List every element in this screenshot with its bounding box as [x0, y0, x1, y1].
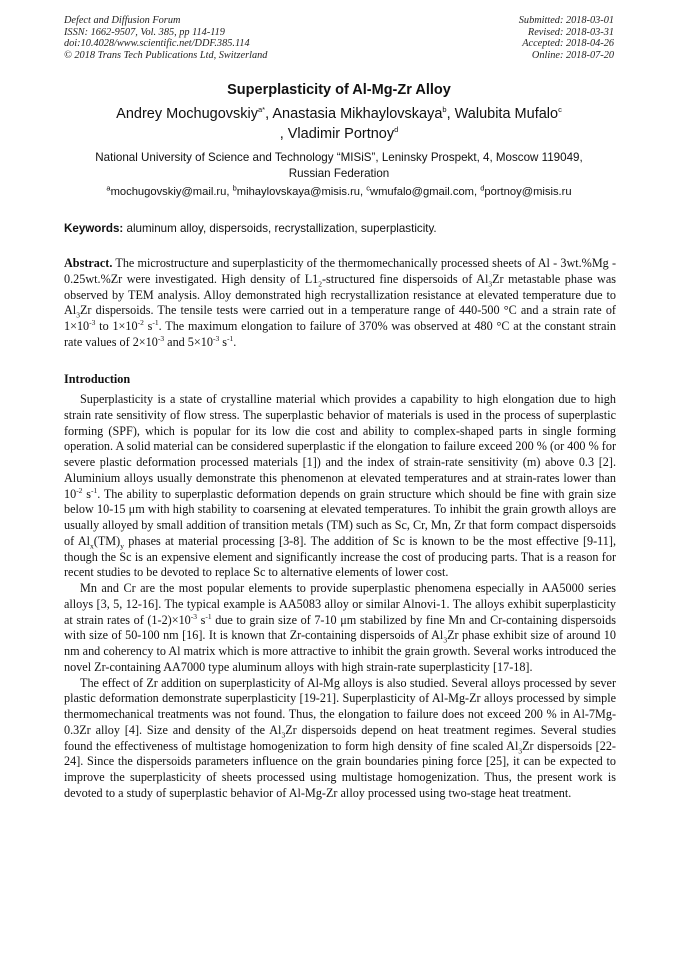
paragraph-text: Superplasticity is a state of crystalline material which provides a capability to high elongation due to high strain rate sensitivity of flow stress. The superplastic behavior of materials is used in the process of superplastic forming (SPF), which is popular for its low die cost and ability to complex-shaped parts in single forming operation. A solid material can be considered superplastic if the elongation to failure exceed 200 % (or 400 % for severe plastic deformation processed materials [1]) and the index of strain-rate sensitivity (m) above 0.3 [2]. Aluminium alloys usually demonstrate this phenomenon at elevated temperatures and at strain-rates lower than 10 — [64, 392, 616, 501]
email-sup: c — [366, 183, 370, 193]
paragraph-text: phases at material processing [3-8]. The addition of Sc is known to be the most effective [9-11], though the Sc is an expensive element and significantly increase the cost of producing parts. That is a reason for recent studies to be devoted to replace Sc to alternative elements of lower cost. — [64, 533, 617, 580]
affiliation-line: Russian Federation — [288, 167, 390, 180]
paragraph-text: Zr dispersoids depend on heat treatment regimes. Several studies found the effectiveness of multistage homogenization to form high density of fine scaled Al — [64, 722, 616, 753]
superscript: -3 — [89, 318, 96, 328]
superscript: -1 — [152, 318, 159, 328]
paragraph — [64, 676, 616, 802]
paragraph-text: Mn and Cr are the most popular elements to provide superplastic phenomena especially in AA5000 series alloys [3, 5, 12-16]. The typical example is AA5083 alloy or similar Alnovi-1. The alloys exhibit superplasticity at strain rates of (1-2)×10 — [64, 581, 616, 627]
author-name: , Walubita Mufalo — [446, 106, 559, 122]
journal-name: Defect and Diffusion Forum — [64, 15, 181, 26]
superscript: -1 — [90, 485, 98, 495]
paper-title: Superplasticity of Al-Mg-Zr Alloy — [227, 82, 451, 98]
paragraph-text: Zr phase exhibit size of around 10 nm and coherency to Al matrix which is more attractive to inhibit the grain growth. Several works introduced the novel Zr-containing AA7000 type aluminum alloys with high strain-rate superplasticity [17-18]. — [64, 628, 616, 674]
abstract-text: s — [219, 334, 228, 349]
subscript: 3 — [76, 310, 80, 320]
abstract-text: -structured fine dispersoids of Al — [322, 271, 489, 286]
paragraph-text: . The ability to superplastic deformation depends on grain structure which should be fine with grain size below 10-15 μm with high stability to coarsening at elevated temperatures. To inhibit the grain growth alloys are usually alloyed by small addition of transition metals (TM) such as Sc, Cr, Mn, Zr that form compact dispersoids of Al — [64, 486, 617, 548]
subscript: 3 — [488, 279, 493, 289]
paragraph-text: The effect of Zr addition on superplasticity of Al-Mg alloys is also studied. Several alloys processed by sever plastic deformation demonstrate superplasticity [19-21]. Superplasticity of Al-Mg-Zr alloys processed by simple thermomechanical treatments was not found. Thus, the elongation to failure does not exceed 200 % in Al-7Mg-0.3Zr alloy [4]. Size and density of the Al — [64, 675, 616, 737]
paragraph-text: s — [197, 612, 206, 627]
journal-info — [64, 15, 267, 61]
journal-copyright: © 2018 Trans Tech Publications Ltd, Switzerland — [64, 49, 268, 61]
abstract-text: to 1×10 — [95, 319, 138, 334]
superscript: -3 — [212, 333, 220, 343]
paragraph-text: Zr dispersoids [22-24]. Since the dispersoids parameters influence on the grain boundaries pining force [25], it can be expected to improve the superplasticity of sheets processed using multistage homogenization. Thus, the present work is devoted to a study of superplastic behavior of Al-Mg-Zr alloy processed using two-stage heat treatment. — [64, 738, 616, 800]
author-emails — [40, 185, 638, 199]
subscript: x — [90, 541, 94, 551]
abstract-text: The microstructure and superplasticity of the thermomechanically processed sheets of Al - 3wt.%Mg - 0.25wt.%Zr were investigated. High density of L1 — [64, 256, 616, 286]
email-sup: a — [106, 183, 111, 193]
affiliation-line: National University of Science and Technology “MISiS”, Leninsky Prospekt, 4, Moscow 119049, — [95, 151, 583, 164]
abstract-text: . — [233, 334, 237, 349]
abstract-text: Zr dispersoids. The tensile tests were carried out in a temperature range of 440-500 °C and a strain rate of 1×10 — [64, 303, 616, 334]
subscript: 3 — [443, 635, 448, 645]
date-submitted: Submitted: 2018-03-01 — [518, 15, 614, 26]
paragraph-text: s — [82, 486, 91, 501]
section-heading-introduction: Introduction — [64, 372, 131, 386]
subscript: 2 — [318, 279, 322, 289]
email-link[interactable]: wmufalo@gmail.com, — [370, 186, 481, 198]
author-sup: c — [558, 105, 562, 115]
paragraph-text: (TM) — [93, 533, 121, 548]
abstract-text: s — [143, 319, 153, 334]
keywords-text: aluminum alloy, dispersoids, recrystallization, superplasticity. — [123, 222, 437, 235]
author-name: Andrey Mochugovskiy — [116, 106, 259, 122]
subscript: 3 — [281, 730, 286, 740]
email-sup: b — [232, 183, 237, 193]
superscript: -3 — [190, 611, 198, 621]
abstract-text: and 5×10 — [164, 334, 213, 349]
email-sup: d — [480, 183, 485, 193]
introduction-body — [64, 392, 616, 802]
abstract-label: Abstract. — [64, 256, 113, 270]
keywords — [64, 222, 616, 236]
author-sup: b — [442, 105, 447, 115]
superscript: -1 — [227, 333, 234, 343]
paragraph — [64, 581, 616, 676]
subscript: 3 — [518, 745, 523, 755]
date-revised: Revised: 2018-03-31 — [527, 26, 614, 38]
journal-doi[interactable]: doi:10.4028/www.scientific.net/DDF.385.114 — [64, 38, 250, 49]
paragraph — [64, 392, 616, 581]
superscript: -1 — [205, 611, 212, 621]
email-link[interactable]: mochugovskiy@mail.ru, — [110, 186, 233, 198]
date-accepted: Accepted: 2018-04-26 — [522, 38, 614, 49]
email-link[interactable]: mihaylovskaya@misis.ru, — [236, 186, 367, 198]
author-name: , Vladimir Portnoy — [279, 126, 395, 142]
author-list — [60, 104, 618, 144]
date-online: Online: 2018-07-20 — [531, 49, 614, 61]
superscript: -2 — [137, 318, 144, 328]
abstract-text: . The maximum elongation to failure of 370% was observed at 480 °C at the constant strain rate values of 2×10 — [64, 319, 617, 349]
affiliation — [60, 150, 618, 182]
author-sup: a* — [258, 105, 266, 115]
abstract-text: Zr metastable phase was observed by TEM analysis. Alloy demonstrated high recrystallization resistance at elevated temperature due to Al — [64, 271, 616, 318]
author-sup: d — [394, 125, 399, 135]
superscript: -3 — [157, 333, 165, 343]
abstract — [64, 256, 616, 351]
journal-issn: ISSN: 1662-9507, Vol. 385, pp 114-119 — [64, 26, 225, 38]
email-link[interactable]: portnoy@misis.ru — [484, 186, 572, 198]
superscript: -2 — [76, 485, 83, 495]
paragraph-text: due to grain size of 7-10 μm stabilized by fine Mn and Cr-containing dispersoids with size of 50-100 nm [16]. It is known that Zr-containing dispersoids of Al — [64, 612, 616, 643]
subscript: y — [120, 541, 124, 551]
author-name: , Anastasia Mikhaylovskaya — [265, 106, 443, 122]
submission-dates — [519, 15, 614, 61]
keywords-label: Keywords: — [64, 222, 124, 235]
